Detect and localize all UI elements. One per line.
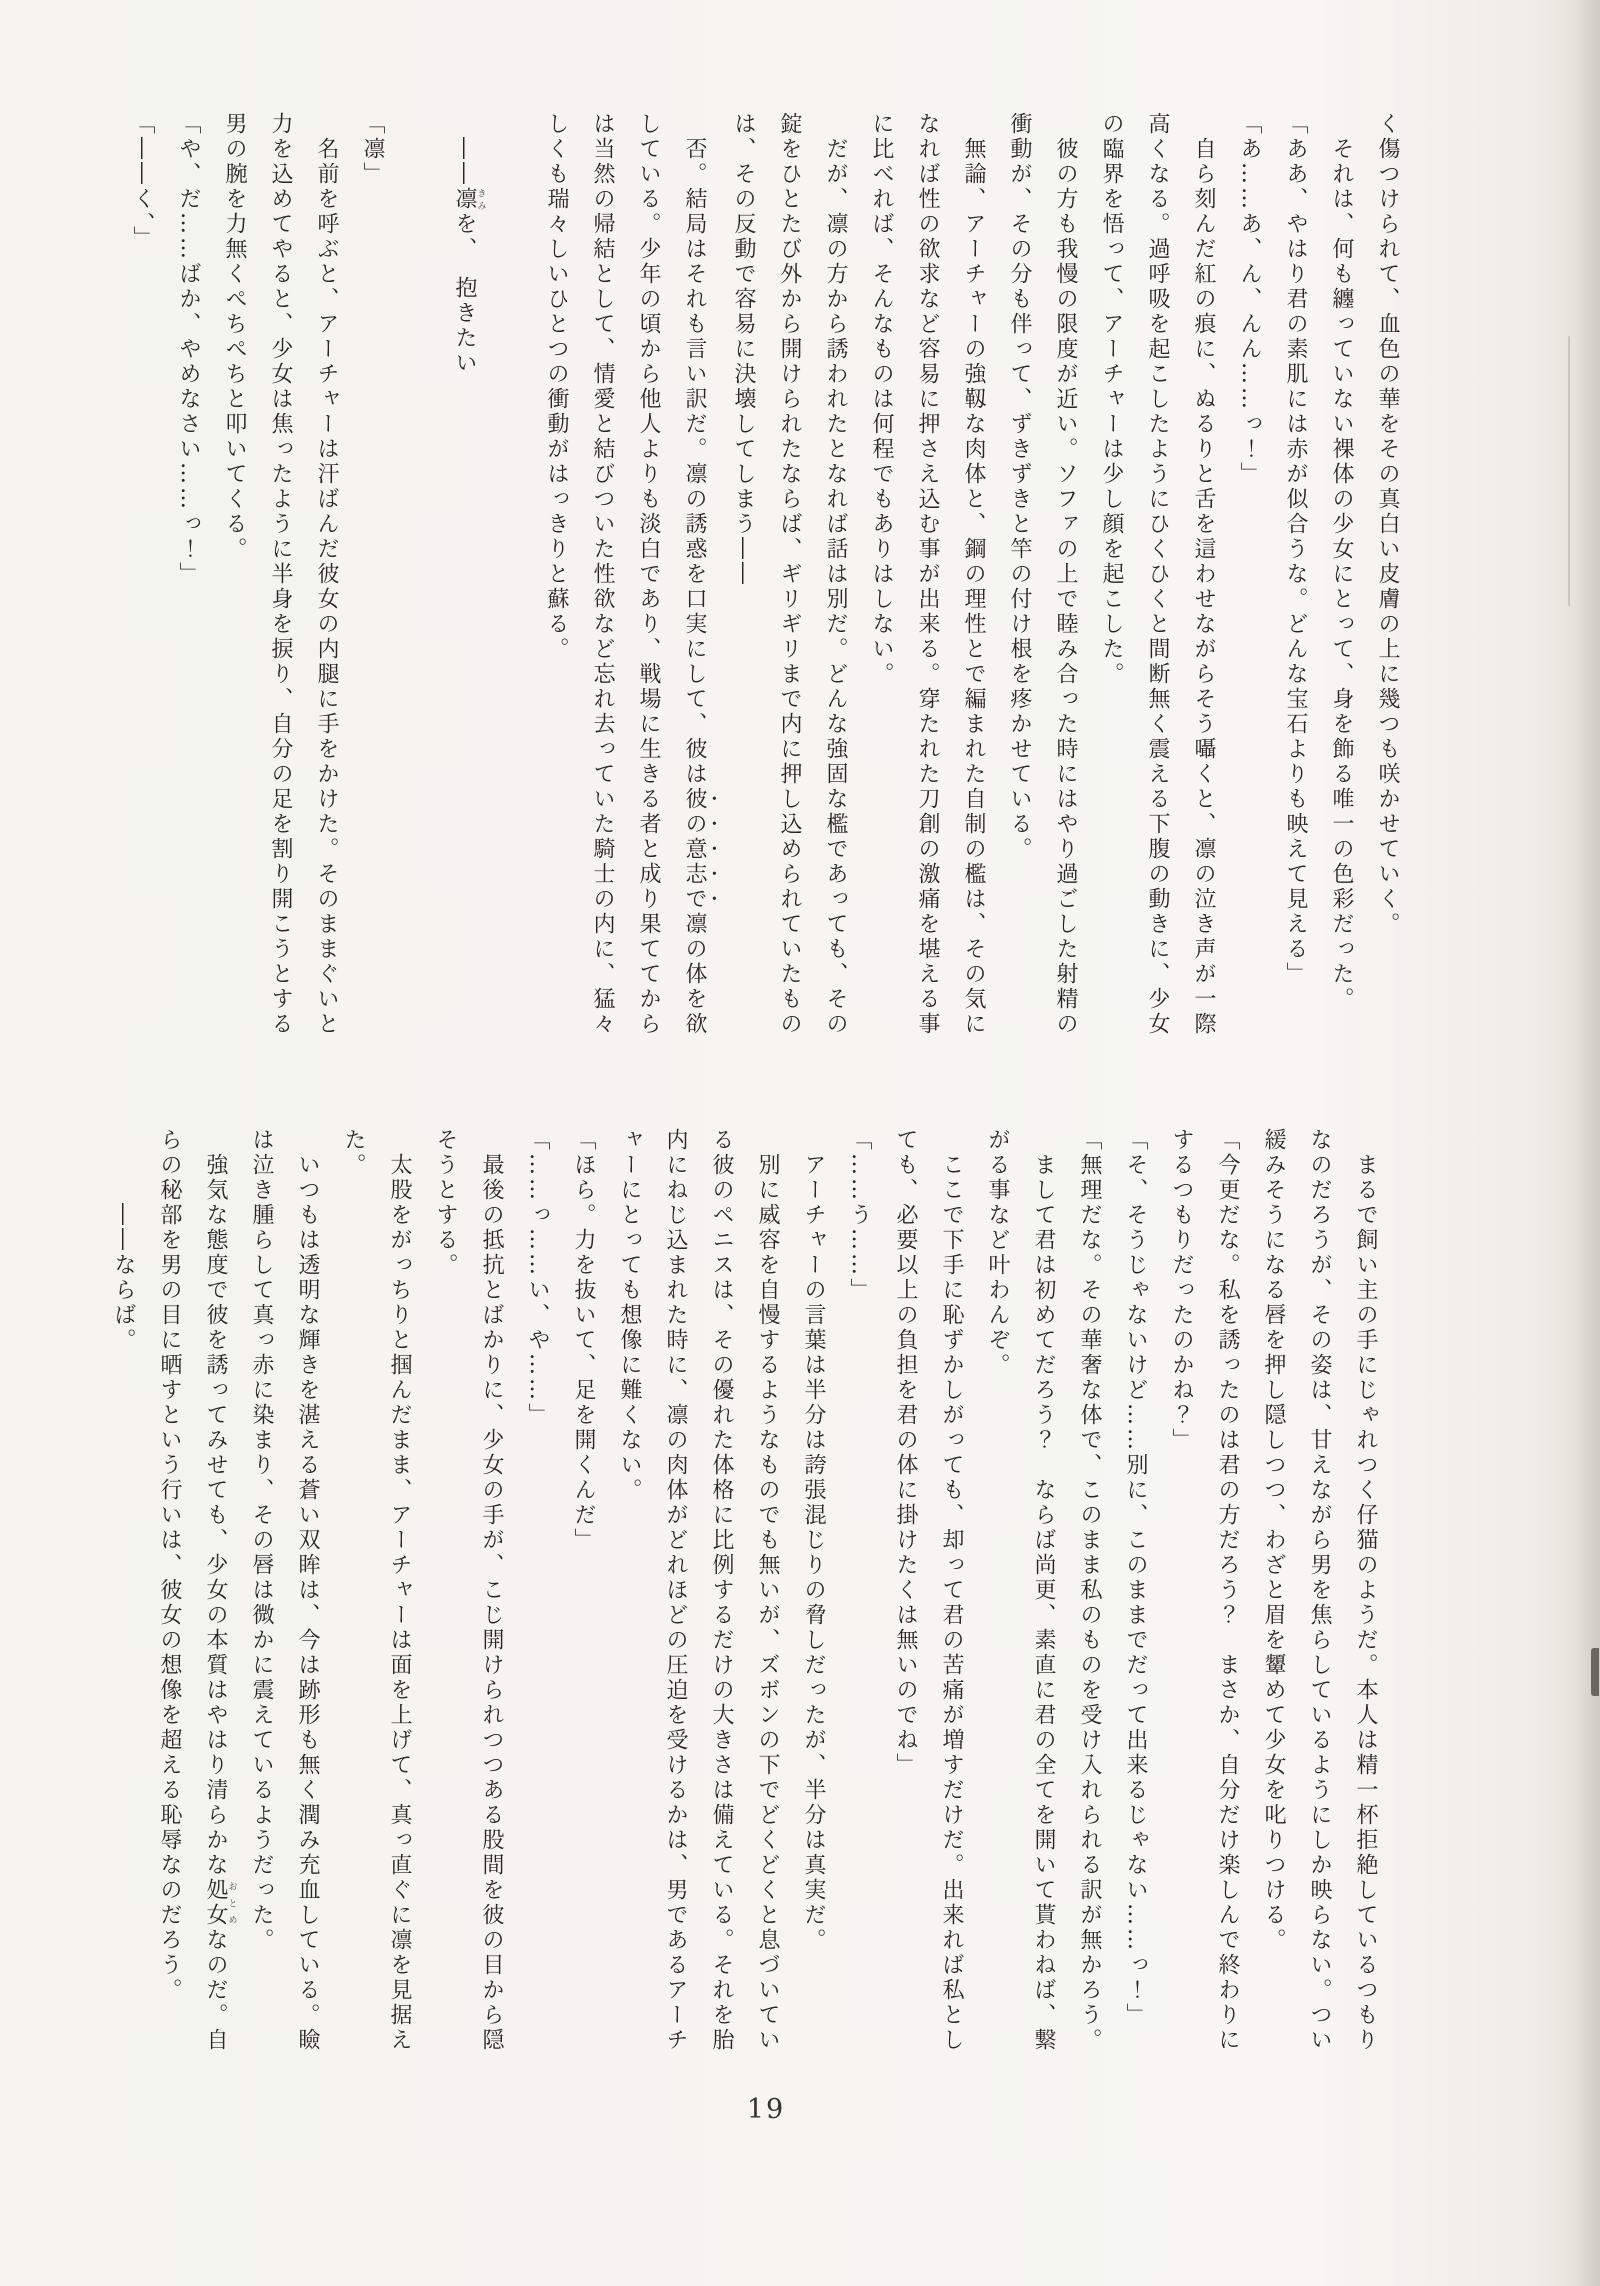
text-column — [514, 1128, 560, 2060]
furigana: おとめ — [226, 1878, 237, 1928]
emphasized-text: 彼の意志で — [682, 787, 707, 912]
text-run: なのだろうが、その姿は、甘えながら男を焦らしているようにしか映らない。つい — [1307, 1128, 1332, 2053]
text-column — [422, 1128, 468, 2060]
text-run: まして君は初めてだろう？ ならば尚更、素直に君の全てを開いて貰わねば、繋 — [1031, 1153, 1056, 2053]
text-column — [376, 1128, 422, 2060]
text-column — [928, 1128, 974, 2060]
text-column — [1250, 1128, 1296, 2060]
text-column — [1342, 1128, 1388, 2060]
text-run: ――ならば。 — [111, 1203, 136, 1353]
text-run: アーチャーの言葉は半分は誇張混じりの脅しだったが、半分は真実だ。 — [801, 1153, 826, 1953]
text-run: 「そ、そうじゃないけど……別に、このままでだって出来るじゃない……っ！」 — [1123, 1128, 1148, 2028]
text-column — [1088, 112, 1134, 1044]
text-run: なれば性の欲求など容易に押さえ込む事が出来る。穿たれた刀創の激痛を堪える事 — [915, 112, 940, 1037]
text-run: に比べれば、そんなものは何程でもありはしない。 — [869, 112, 894, 687]
text-column — [1066, 1128, 1112, 2060]
text-column — [974, 1128, 1020, 2060]
text-column — [303, 112, 349, 1044]
text-run: 「や、だ……ばか、やめなさい……っ！」 — [176, 112, 201, 587]
text-column — [744, 1128, 790, 2060]
text-run: まるで飼い主の手にじゃれつく仔猫のようだ。本人は精一杯拒絶しているつもり — [1353, 1153, 1378, 2053]
text-column — [1134, 112, 1180, 1044]
text-run: 彼の方も我慢の限度が近い。ソファの上で睦み合った時にはやり過ごした射精の — [1053, 137, 1078, 1037]
text-column — [790, 1128, 836, 2060]
text-column — [1226, 112, 1272, 1044]
text-run: る彼のペニスは、その優れた体格に比例するだけの大きさは備えている。それを胎 — [709, 1128, 734, 2053]
text-column — [119, 112, 165, 1044]
text-column — [698, 1128, 744, 2060]
text-column — [579, 112, 625, 1044]
text-column — [211, 112, 257, 1044]
blank-column — [487, 112, 533, 1044]
text-run: だが、凛の方から誘われたとなれば話は別だ。どんな強固な檻であっても、その — [823, 137, 848, 1037]
text-column — [560, 1128, 606, 2060]
text-column — [1364, 112, 1410, 1044]
text-run: ても、必要以上の負担を君の体に掛けたくは無いのでね」 — [893, 1128, 918, 1778]
text-run: 「無理だな。その華奢な体で、このまま私のものを受け入れられる訳が無かろう。 — [1077, 1128, 1102, 2053]
text-run: は、その反動で容易に決壊してしまう―― — [731, 112, 756, 587]
text-column — [1158, 1128, 1204, 2060]
text-run: ャーにとっても想像に難くない。 — [617, 1128, 642, 1503]
text-column — [257, 112, 303, 1044]
ruby-annotated-text: 処女おとめ — [203, 1878, 237, 1928]
text-run: 内にねじ込まれた時に、凛の肉体がどれほどの圧迫を受けるかは、男であるアーチ — [663, 1128, 688, 2053]
text-column — [1180, 112, 1226, 1044]
text-run: 「今更だな。私を誘ったのは君の方だろう？ まさか、自分だけ楽しんで終わりに — [1215, 1128, 1240, 2053]
text-column — [766, 112, 812, 1044]
text-column — [146, 1128, 192, 2060]
text-run: それは、何も纏っていない裸体の少女にとって、身を飾る唯一の色彩だった。 — [1329, 137, 1354, 1012]
text-column — [720, 112, 766, 1044]
text-column — [165, 112, 211, 1044]
text-run: しくも瑞々しいひとつの衝動がはっきりと蘇る。 — [544, 112, 569, 662]
text-column — [996, 112, 1042, 1044]
text-run: 無論、アーチャーの強靱な肉体と、鋼の理性とで編まれた自制の檻は、その気に — [961, 137, 986, 1037]
text-run: 高くなる。過呼吸を起こしたようにひくひくと間断無く震える下腹の動きに、少女 — [1145, 112, 1170, 1037]
text-column — [836, 1128, 882, 2060]
text-column — [192, 1128, 238, 2060]
text-run: 「……っ……い、や……」 — [525, 1128, 550, 1428]
text-run: 最後の抵抗とばかりに、少女の手が、こじ開けられつつある股間を彼の目から隠 — [479, 1153, 504, 2053]
text-run: いつもは透明な輝きを湛える蒼い双眸は、今は跡形も無く潤み充血している。瞼 — [295, 1153, 320, 2053]
text-run: 「ほら。力を抜いて、足を開くんだ」 — [571, 1128, 596, 1553]
text-run: 力を込めてやると、少女は焦ったように半身を捩り、自分の足を割り開こうとする — [268, 112, 293, 1037]
text-run: 自ら刻んだ紅の痕に、ぬるりと舌を這わせながらそう囁くと、凛の泣き声が一際 — [1191, 137, 1216, 1037]
furigana: きみ — [475, 187, 486, 212]
text-column — [100, 1128, 146, 2060]
text-run: 「凛」 — [360, 112, 385, 187]
ruby-annotated-text: 凛きみ — [452, 187, 486, 212]
text-run: 「ああ、やはり君の素肌には赤が似合うな。どんな宝石よりも映えて見える」 — [1283, 112, 1308, 987]
text-column — [812, 112, 858, 1044]
text-column — [1296, 1128, 1342, 2060]
text-run: 名前を呼ぶと、アーチャーは汗ばんだ彼女の内腿に手をかけた。そのままぐいと — [314, 137, 339, 1037]
text-column — [652, 1128, 698, 2060]
text-run: 凛の体を欲 — [682, 912, 707, 1037]
text-run: の臨界を悟って、アーチャーは少し顔を起こした。 — [1099, 112, 1124, 687]
scan-artifact-mark — [1591, 1648, 1599, 1696]
text-run: く傷つけられて、血色の華をその真白い皮膚の上に幾つも咲かせていく。 — [1375, 112, 1400, 937]
text-column — [950, 112, 996, 1044]
text-run: ―― — [452, 137, 477, 187]
text-run: 別に威容を自慢するようなものでも無いが、ズボンの下でどくどくと息づいてい — [755, 1153, 780, 2053]
text-run: 「――く、」 — [130, 112, 155, 251]
scan-artifact-streak — [1568, 336, 1570, 606]
text-column — [625, 112, 671, 1044]
text-run: 「あ……あ、ん、んん……っ！」 — [1237, 112, 1262, 487]
text-run: している。少年の頃から他人よりも淡白であり、戦場に生きる者と成り果ててから — [636, 112, 661, 1037]
text-run: は泣き腫らして真っ赤に染まり、その唇は微かに震えているようだった。 — [249, 1128, 274, 1953]
text-run: がる事など叶わんぞ。 — [985, 1128, 1010, 1378]
text-run: なのだ。自 — [203, 1928, 228, 2053]
text-column — [441, 112, 487, 1044]
text-column — [671, 112, 720, 1044]
text-run: を、 抱きたい — [452, 212, 477, 376]
text-run: 「……う……」 — [847, 1128, 872, 1303]
text-column — [904, 112, 950, 1044]
text-column — [330, 1128, 376, 2060]
text-column — [1318, 112, 1364, 1044]
blank-column — [395, 112, 441, 1044]
text-column — [882, 1128, 928, 2060]
text-column — [238, 1128, 284, 2060]
text-run: 太股をがっちりと掴んだまま、アーチャーは面を上げて、真っ直ぐに凛を見据え — [387, 1153, 412, 2053]
text-column — [533, 112, 579, 1044]
text-run: 男の腕を力無くぺちぺちと叩いてくる。 — [222, 112, 247, 562]
text-column — [1020, 1128, 1066, 2060]
page-number: 19 — [746, 2094, 786, 2125]
text-column — [858, 112, 904, 1044]
text-column — [284, 1128, 330, 2060]
text-column — [1204, 1128, 1250, 2060]
scan-edge-shadow — [1574, 0, 1600, 2286]
text-run: するつもりだったのかね？」 — [1169, 1128, 1194, 1453]
text-column — [1042, 112, 1088, 1044]
text-run: 錠をひとたび外から開けられたならば、ギリギリまで内に押し込められていたもの — [777, 112, 802, 1037]
text-run: は当然の帰結として、情愛と結びついた性欲など忘れ去っていた騎士の内に、猛々 — [590, 112, 615, 1037]
text-column — [468, 1128, 514, 2060]
text-run: 緩みそうになる唇を押し隠しつつ、わざと眉を顰めて少女を叱りつける。 — [1261, 1128, 1286, 1953]
text-run: ここで下手に恥ずかしがっても、却って君の苦痛が増すだけだ。出来れば私とし — [939, 1153, 964, 2053]
text-run: た。 — [341, 1128, 366, 1178]
text-run: 強気な態度で彼を誘ってみせても、少女の本質はやはり清らかな — [203, 1153, 228, 1878]
text-column — [1112, 1128, 1158, 2060]
text-column — [1272, 112, 1318, 1044]
text-run: 否。結局はそれも言い訳だ。凛の誘惑を口実にして、彼は — [682, 137, 707, 787]
text-run: らの秘部を男の目に晒すという行いは、彼女の想像を超える恥辱なのだろう。 — [157, 1128, 182, 2003]
text-block-bottom — [100, 1128, 1388, 2060]
text-run: そうとする。 — [433, 1128, 458, 1278]
text-block-top — [119, 112, 1410, 1044]
text-column — [349, 112, 395, 1044]
text-column — [606, 1128, 652, 2060]
text-run: 衝動が、その分も伴って、ずきずきと竿の付け根を疼かせている。 — [1007, 112, 1032, 862]
